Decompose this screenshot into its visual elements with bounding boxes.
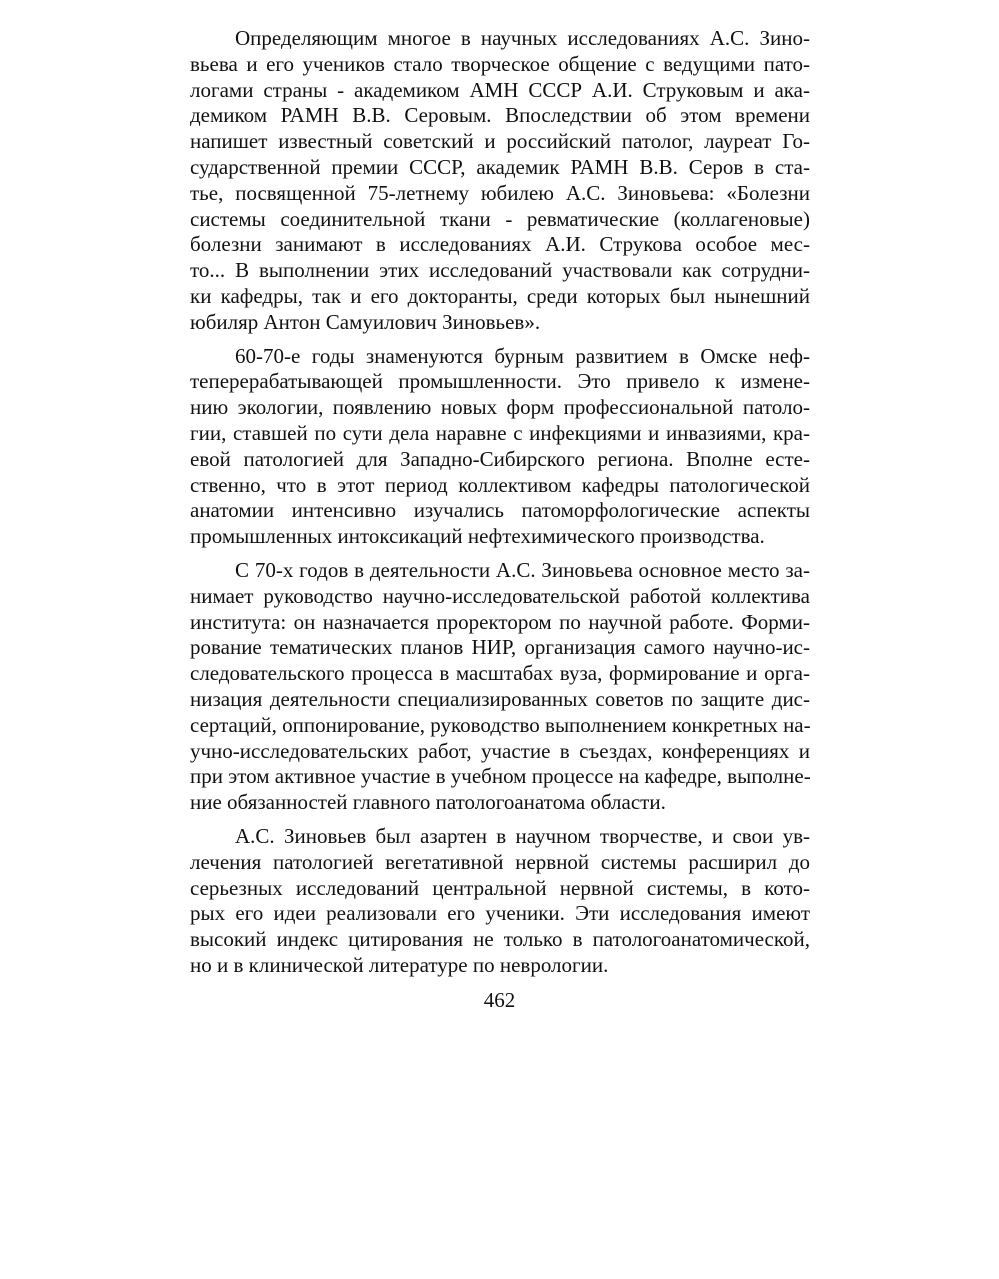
text-line: системы соединительной ткани - ревматические (коллагеновые) bbox=[190, 206, 810, 231]
text-line: болезни занимают в исследованиях А.И. Струкова особое мес- bbox=[190, 232, 810, 257]
text-line: при этом активное участие в учебном процессе на кафедре, выполне- bbox=[190, 764, 811, 789]
paragraph-spacer bbox=[190, 816, 810, 824]
text-line: следовательского процесса в масштабах вуза, формирование и орга- bbox=[190, 661, 810, 686]
text-line: вьева и его учеников стало творческое общение с ведущими пато- bbox=[190, 51, 810, 76]
paragraph-3 bbox=[190, 558, 810, 816]
text-line: рых его идеи реализовали его ученики. Эти исследования имеют bbox=[190, 901, 810, 926]
text-line: 60-70-е годы знаменуются бурным развитием в Омске неф- bbox=[235, 343, 810, 368]
text-line: высокий индекс цитирования не только в патологоанатомической, bbox=[190, 927, 810, 952]
text-line: ние обязанностей главного патологоанатома области. bbox=[190, 790, 666, 815]
text-line: института: он назначается проректором по научной работе. Форми- bbox=[190, 609, 810, 634]
text-line: С 70-х годов в деятельности А.С. Зиновьева основное место за- bbox=[235, 557, 810, 582]
paragraph-1 bbox=[190, 26, 810, 336]
text-line: Определяющим многое в научных исследованиях А.С. Зино- bbox=[235, 26, 810, 50]
paragraph-spacer bbox=[190, 550, 810, 558]
text-line: ки кафедры, так и его докторанты, среди которых был нынешний bbox=[190, 283, 810, 308]
text-line: анатомии интенсивно изучались патоморфологические аспекты bbox=[190, 498, 810, 523]
text-line: сертаций, оппонирование, руководство выполнением конкретных на- bbox=[190, 712, 811, 737]
paragraph-4 bbox=[190, 824, 810, 979]
text-line: низация деятельности специализированных советов по защите дис- bbox=[190, 686, 810, 711]
paragraph-spacer bbox=[190, 336, 810, 344]
text-line: нимает руководство научно-исследовательской работой коллектива bbox=[190, 583, 810, 608]
text-line: гии, ставшей по сути дела наравне с инфекциями и инвазиями, кра- bbox=[190, 420, 810, 445]
text-line: теперерабатывающей промышленности. Это привело к измене- bbox=[190, 369, 810, 394]
body-text bbox=[190, 26, 810, 979]
page-number: 462 bbox=[483, 988, 516, 1012]
text-line: евой патологией для Западно-Сибирского региона. Вполне есте- bbox=[190, 446, 810, 471]
text-line: то... В выполнении этих исследований участвовали как сотрудни- bbox=[190, 258, 810, 283]
text-line: ственно, что в этот период коллективом кафедры патологической bbox=[190, 472, 810, 497]
text-line: нию экологии, появлению новых форм профессиональной патоло- bbox=[190, 395, 810, 420]
paragraph-2 bbox=[190, 344, 810, 550]
text-line: но и в клинической литературе по неврологии. bbox=[190, 952, 609, 977]
text-line: А.С. Зиновьев был азартен в научном творчестве, и свои ув- bbox=[235, 823, 810, 848]
text-line: тье, посвященной 75-летнему юбилею А.С. Зиновьева: «Болезни bbox=[190, 180, 810, 205]
text-line: демиком РАМН В.В. Серовым. Впоследствии об этом времени bbox=[190, 103, 810, 128]
text-line: серьезных исследований центральной нервной системы, в кото- bbox=[190, 875, 810, 900]
text-line: юбиляр Антон Самуилович Зиновьев». bbox=[190, 309, 541, 334]
text-line: напишет известный советский и российский патолог, лауреат Го- bbox=[190, 129, 810, 154]
text-line: сударственной премии СССР, академик РАМН В.В. Серов в ста- bbox=[190, 154, 810, 179]
text-line: промышленных интоксикаций нефтехимического производства. bbox=[190, 524, 765, 549]
text-line: учно-исследовательских работ, участие в съездах, конференциях и bbox=[190, 738, 810, 763]
text-line: лечения патологией вегетативной нервной системы расширил до bbox=[190, 849, 810, 874]
text-line: рование тематических планов НИР, организация самого научно-ис- bbox=[190, 635, 810, 660]
text-line: логами страны - академиком АМН СССР А.И. Струковым и ака- bbox=[190, 77, 810, 102]
